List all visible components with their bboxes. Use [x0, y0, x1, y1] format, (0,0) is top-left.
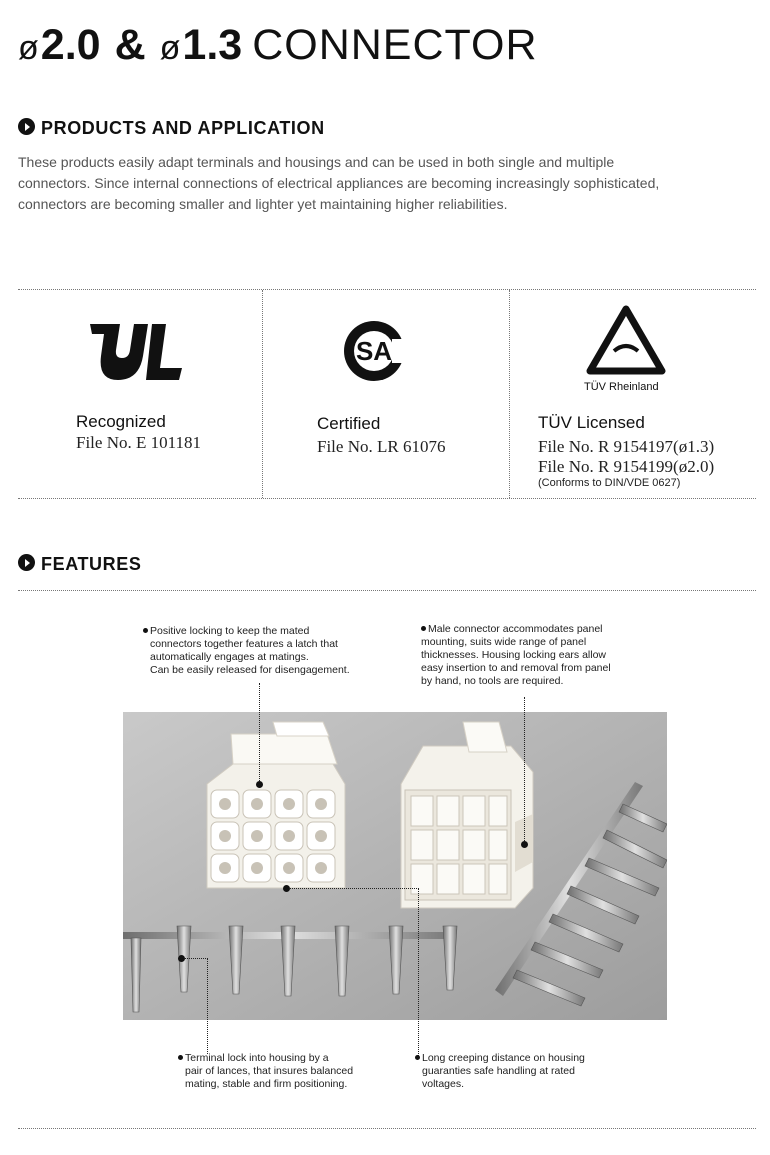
- leader-line: [289, 888, 419, 889]
- callout-pin: [256, 781, 263, 788]
- divider: [262, 290, 263, 498]
- divider: [18, 498, 756, 499]
- divider: [509, 290, 510, 498]
- callout-pin: [521, 841, 528, 848]
- cert-file-number: File No. R 9154199(ø2.0): [538, 457, 715, 476]
- intro-line: These products easily adapt terminals and housings and can be used in both single and multiple: [18, 154, 615, 170]
- feature-note-terminal-lock: Terminal lock into housing by a pair of lances, that insures balanced mating, stable and firm positioning.: [178, 1052, 353, 1091]
- title-ampersand: &: [114, 21, 146, 69]
- leader-line: [524, 697, 525, 843]
- ul-logo: [86, 322, 186, 382]
- title-size-2: 1.3: [182, 21, 243, 69]
- divider: [18, 1128, 756, 1129]
- bullet-dot: [143, 628, 148, 633]
- section-header-products: [18, 118, 325, 142]
- cert-file-number: File No. LR 61076: [317, 437, 446, 456]
- feature-note-creeping-distance: Long creeping distance on housing guaranties safe handling at rated voltages.: [415, 1052, 585, 1091]
- diameter-symbol: ø: [159, 29, 181, 67]
- intro-line: connectors are becoming smaller and lighter yet maintaining higher reliabilities.: [18, 196, 508, 212]
- section-title: FEATURES: [41, 554, 142, 574]
- title-size-1: 2.0: [40, 21, 101, 69]
- leader-line: [207, 958, 208, 1054]
- tuv-logo: [586, 305, 666, 375]
- bullet-dot: [415, 1055, 420, 1060]
- connector-photo: [123, 712, 667, 1020]
- divider: [18, 289, 756, 290]
- arrow-circle-icon: [18, 554, 35, 571]
- feature-note-panel-mount: Male connector accommodates panel mounting, suits wide range of panel thicknesses. Housing locking ears allow easy insertion to and removal from panel by hand, no tools are required.: [421, 623, 611, 687]
- intro-line: connectors. Since internal connections of electrical appliances are becoming increasingly sophisticated,: [18, 175, 660, 191]
- leader-line: [259, 683, 260, 783]
- cert-title: Recognized: [76, 412, 166, 431]
- svg-text:SA: SA: [355, 336, 393, 366]
- cert-file-number: File No. R 9154197(ø1.3): [538, 437, 715, 456]
- feature-note-latch: Positive locking to keep the mated connectors together features a latch that automatically engages at matings. Can be easily released for disengagement.: [143, 625, 350, 677]
- bullet-dot: [421, 626, 426, 631]
- cert-note: (Conforms to DIN/VDE 0627): [538, 477, 681, 489]
- divider: [18, 590, 756, 591]
- cert-file-number: File No. E 101181: [76, 433, 201, 452]
- page-title: [18, 18, 538, 72]
- csa-logo: [340, 313, 412, 389]
- diameter-symbol: ø: [18, 29, 39, 67]
- leader-line: [418, 888, 419, 1056]
- intro-paragraph: [18, 152, 718, 215]
- cert-title: TÜV Licensed: [538, 413, 645, 432]
- leader-line: [184, 958, 208, 959]
- bullet-dot: [178, 1055, 183, 1060]
- arrow-circle-icon: [18, 118, 35, 135]
- section-header-features: [18, 554, 141, 578]
- cert-title: Certified: [317, 414, 381, 433]
- title-word: CONNECTOR: [252, 21, 538, 69]
- section-title: PRODUCTS AND APPLICATION: [41, 118, 325, 138]
- tuv-logo-text: TÜV Rheinland: [584, 381, 659, 393]
